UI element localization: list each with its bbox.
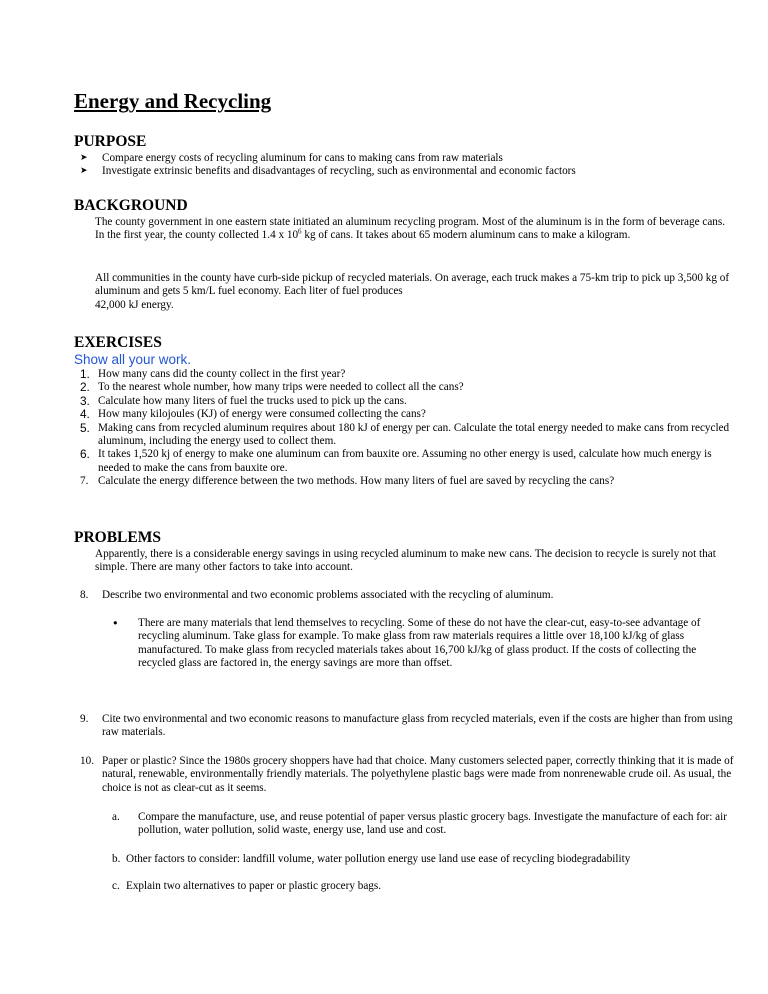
exercise-number: 5.	[80, 420, 90, 435]
show-work-note: Show all your work.	[74, 352, 192, 367]
exercise-number: 4.	[80, 407, 90, 422]
subquestion-text: Explain two alternatives to paper or plastic grocery bags.	[126, 880, 382, 892]
subquestion-label: b.	[112, 853, 121, 865]
background-paragraph-1	[95, 216, 733, 243]
problem-item	[80, 589, 735, 602]
purpose-item	[80, 165, 730, 178]
problem-number: 10.	[80, 755, 94, 767]
purpose-heading: PURPOSE	[74, 133, 147, 150]
exercise-number: 6.	[80, 447, 90, 462]
purpose-item-text: Compare energy costs of recycling aluminum for cans to making cans from raw materials	[102, 152, 503, 164]
problems-heading: PROBLEMS	[74, 529, 161, 546]
exercise-text: Making cans from recycled aluminum requires about 180 kJ of energy per can. Calculate the total energy needed to make cans from recycled aluminum, including the energy used to collect them.	[98, 421, 730, 448]
dot-bullet-icon: •	[112, 617, 119, 630]
purpose-list	[80, 152, 730, 179]
exercise-number: 3.	[80, 393, 90, 408]
document-title: Energy and Recycling	[74, 89, 272, 113]
exercise-text: How many cans did the county collect in the first year?	[98, 368, 346, 380]
background-heading: BACKGROUND	[74, 197, 188, 214]
exercises-heading: EXERCISES	[74, 334, 162, 351]
exercise-text: Calculate how many liters of fuel the trucks used to pick up the cans.	[98, 394, 407, 407]
exercise-item	[80, 448, 735, 475]
exercise-text: How many kilojoules (KJ) of energy were consumed collecting the cans?	[98, 408, 426, 421]
exercise-item	[80, 475, 735, 488]
subquestion-text: Compare the manufacture, use, and reuse potential of paper versus plastic grocery bags. Investigate the manufacture of each for: air pollution, water pollution, solid waste, energy use, land use and cost.	[138, 811, 727, 837]
problem-text: Describe two environmental and two economic problems associated with the recycling of aluminum.	[102, 589, 554, 601]
exercise-list	[80, 368, 735, 489]
problem-item	[80, 755, 735, 795]
subquestion-label: a.	[112, 811, 120, 823]
arrow-bullet-icon: ➤	[80, 166, 88, 177]
exercise-text: To the nearest whole number, how many trips were needed to collect all the cans?	[98, 381, 464, 394]
exercise-text: It takes 1,520 kj of energy to make one aluminum can from bauxite ore. Assuming no other energy is used, calculate how much energy is needed to make the cans from bauxite ore.	[98, 448, 712, 474]
background-p1-text: The county government in one eastern state initiated an aluminum recycling program. Most of the aluminum is in the form of beverage cans. In the first year, the county collected 1.4 x 10	[95, 216, 726, 242]
subquestion-c	[112, 880, 734, 893]
background-paragraph-2	[95, 272, 733, 312]
problems-intro: Apparently, there is a considerable energy savings in using recycled aluminum to make new cans. The decision to recycle is surely not that simple. There are many other factors to take into account.	[95, 548, 716, 574]
background-p2-last-line: 42,000 kJ energy.	[95, 298, 174, 311]
glass-bullet	[112, 617, 734, 671]
exercise-number: 7.	[80, 475, 89, 488]
purpose-item-text: Investigate extrinsic benefits and disadvantages of recycling, such as environmental and economic factors	[102, 165, 576, 178]
exercise-item	[80, 395, 735, 408]
subquestion-b	[112, 853, 652, 866]
background-p2-text: All communities in the county have curb-side pickup of recycled materials. On average, each truck makes a 75-km trip to pick up 3,500 kg of aluminum and gets 5 km/L fuel economy. Each liter of fuel produces	[95, 272, 730, 298]
background-p1-tail: kg of cans. It takes about 65 modern aluminum cans to make a kilogram.	[301, 229, 631, 242]
exercise-text: Calculate the energy difference between the two methods. How many liters of fuel are saved by recycling the cans?	[98, 475, 615, 488]
exercise-number: 1.	[80, 367, 90, 381]
subquestion-text: Other factors to consider: landfill volume, water pollution energy use land use ease of recycling biodegradability	[126, 853, 631, 865]
exercise-item	[80, 381, 735, 394]
problem-number: 8.	[80, 589, 89, 601]
exercise-item	[80, 368, 735, 381]
exercise-item	[80, 422, 735, 449]
problem-number: 9.	[80, 713, 89, 725]
glass-bullet-text: There are many materials that lend themselves to recycling. Some of these do not have the clear-cut, easy-to-see advantage of recycling aluminum. Take glass for example. To make glass from raw materials requires a little over 18,100 kJ/kg of glass manufactured. To make glass from recycled materials takes about 16,700 kJ/kg of glass product. If the costs of collecting the recycled glass are factored in, the energy savings are more than offset.	[138, 617, 701, 670]
subquestion-label: c.	[112, 880, 120, 892]
problem-text: Cite two environmental and two economic reasons to manufacture glass from recycled materials, even if the costs are higher than from using raw materials.	[102, 713, 733, 739]
purpose-item	[80, 152, 730, 165]
exercise-number: 2.	[80, 380, 90, 395]
arrow-bullet-icon: ➤	[80, 153, 88, 163]
exponent: 6	[298, 227, 302, 236]
subquestion-a	[112, 811, 734, 838]
problem-text: Paper or plastic? Since the 1980s grocery shoppers have had that choice. Many customers selected paper, correctly thinking that it is made of natural, renewable, environmentally friendly materials. The polyethylene plastic bags were made from nonrenewable crude oil. As usual, the choice is not as clear-cut as it seems.	[102, 755, 734, 794]
exercise-item	[80, 408, 735, 421]
problem-item	[80, 713, 735, 740]
